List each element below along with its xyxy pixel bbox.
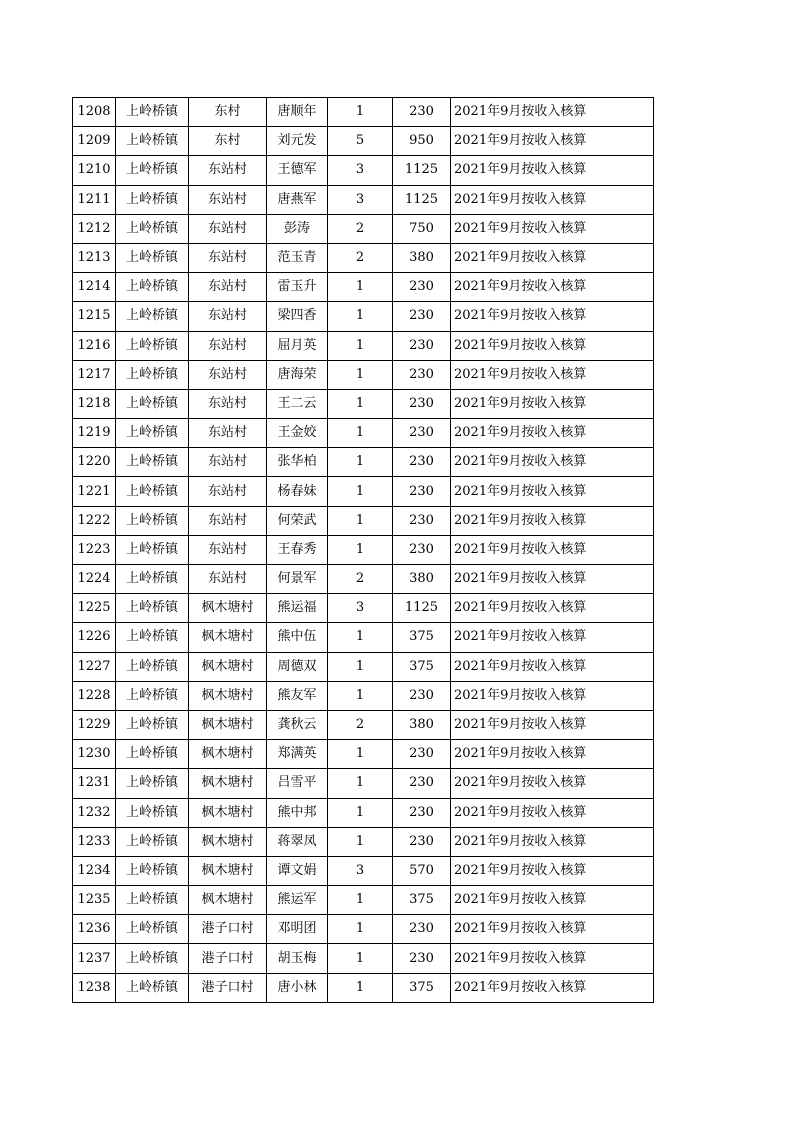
household-size-cell: 1 (328, 98, 393, 127)
amount-cell: 230 (393, 448, 451, 477)
amount-cell: 230 (393, 535, 451, 564)
household-size-cell: 1 (328, 886, 393, 915)
table-row (73, 769, 654, 798)
table-row (73, 886, 654, 915)
note-cell: 2021年9月按收入核算 (451, 477, 654, 506)
row-number-cell: 1231 (73, 769, 116, 798)
amount-cell: 375 (393, 886, 451, 915)
table-row (73, 331, 654, 360)
row-number-cell: 1208 (73, 98, 116, 127)
name-cell: 王金姣 (267, 419, 328, 448)
amount-cell: 1125 (393, 185, 451, 214)
note-cell: 2021年9月按收入核算 (451, 156, 654, 185)
town-cell: 上岭桥镇 (116, 302, 189, 331)
household-size-cell: 1 (328, 506, 393, 535)
note-cell: 2021年9月按收入核算 (451, 565, 654, 594)
town-cell: 上岭桥镇 (116, 535, 189, 564)
town-cell: 上岭桥镇 (116, 331, 189, 360)
row-number-cell: 1224 (73, 565, 116, 594)
row-number-cell: 1215 (73, 302, 116, 331)
table-row (73, 389, 654, 418)
village-cell: 东站村 (189, 331, 267, 360)
household-size-cell: 1 (328, 535, 393, 564)
note-cell: 2021年9月按收入核算 (451, 594, 654, 623)
household-size-cell: 1 (328, 915, 393, 944)
row-number-cell: 1221 (73, 477, 116, 506)
household-size-cell: 3 (328, 594, 393, 623)
name-cell: 郑满英 (267, 740, 328, 769)
household-size-cell: 5 (328, 127, 393, 156)
table-row (73, 302, 654, 331)
amount-cell: 375 (393, 623, 451, 652)
table-row (73, 360, 654, 389)
note-cell: 2021年9月按收入核算 (451, 448, 654, 477)
village-cell: 东站村 (189, 477, 267, 506)
table-row (73, 681, 654, 710)
amount-cell: 375 (393, 652, 451, 681)
name-cell: 龚秋云 (267, 710, 328, 739)
town-cell: 上岭桥镇 (116, 594, 189, 623)
amount-cell: 570 (393, 856, 451, 885)
town-cell: 上岭桥镇 (116, 565, 189, 594)
household-size-cell: 1 (328, 798, 393, 827)
amount-cell: 1125 (393, 594, 451, 623)
town-cell: 上岭桥镇 (116, 740, 189, 769)
amount-cell: 230 (393, 915, 451, 944)
amount-cell: 380 (393, 565, 451, 594)
village-cell: 东站村 (189, 565, 267, 594)
row-number-cell: 1223 (73, 535, 116, 564)
town-cell: 上岭桥镇 (116, 127, 189, 156)
amount-cell: 375 (393, 973, 451, 1002)
table-row (73, 652, 654, 681)
village-cell: 东站村 (189, 214, 267, 243)
household-size-cell: 1 (328, 769, 393, 798)
note-cell: 2021年9月按收入核算 (451, 389, 654, 418)
note-cell: 2021年9月按收入核算 (451, 273, 654, 302)
name-cell: 熊中伍 (267, 623, 328, 652)
town-cell: 上岭桥镇 (116, 915, 189, 944)
table-row (73, 798, 654, 827)
amount-cell: 1125 (393, 156, 451, 185)
name-cell: 邓明团 (267, 915, 328, 944)
row-number-cell: 1227 (73, 652, 116, 681)
amount-cell: 380 (393, 710, 451, 739)
row-number-cell: 1220 (73, 448, 116, 477)
village-cell: 枫木塘村 (189, 710, 267, 739)
row-number-cell: 1209 (73, 127, 116, 156)
household-size-cell: 3 (328, 856, 393, 885)
village-cell: 东站村 (189, 360, 267, 389)
town-cell: 上岭桥镇 (116, 185, 189, 214)
town-cell: 上岭桥镇 (116, 243, 189, 272)
table-row (73, 448, 654, 477)
note-cell: 2021年9月按收入核算 (451, 506, 654, 535)
village-cell: 东站村 (189, 419, 267, 448)
village-cell: 东站村 (189, 156, 267, 185)
village-cell: 枫木塘村 (189, 623, 267, 652)
village-cell: 东站村 (189, 506, 267, 535)
name-cell: 王德军 (267, 156, 328, 185)
name-cell: 蒋翠凤 (267, 827, 328, 856)
row-number-cell: 1217 (73, 360, 116, 389)
row-number-cell: 1232 (73, 798, 116, 827)
name-cell: 胡玉梅 (267, 944, 328, 973)
household-size-cell: 1 (328, 419, 393, 448)
household-size-cell: 1 (328, 331, 393, 360)
name-cell: 唐燕军 (267, 185, 328, 214)
household-size-cell: 1 (328, 944, 393, 973)
village-cell: 枫木塘村 (189, 594, 267, 623)
table-row (73, 565, 654, 594)
household-size-cell: 3 (328, 156, 393, 185)
row-number-cell: 1219 (73, 419, 116, 448)
table-row (73, 973, 654, 1002)
amount-cell: 230 (393, 477, 451, 506)
village-cell: 枫木塘村 (189, 769, 267, 798)
table-row (73, 185, 654, 214)
table-row (73, 710, 654, 739)
town-cell: 上岭桥镇 (116, 710, 189, 739)
note-cell: 2021年9月按收入核算 (451, 214, 654, 243)
table-row (73, 156, 654, 185)
amount-cell: 230 (393, 798, 451, 827)
town-cell: 上岭桥镇 (116, 944, 189, 973)
note-cell: 2021年9月按收入核算 (451, 915, 654, 944)
row-number-cell: 1233 (73, 827, 116, 856)
note-cell: 2021年9月按收入核算 (451, 302, 654, 331)
village-cell: 港子口村 (189, 973, 267, 1002)
table-row (73, 243, 654, 272)
town-cell: 上岭桥镇 (116, 681, 189, 710)
name-cell: 周德双 (267, 652, 328, 681)
row-number-cell: 1226 (73, 623, 116, 652)
town-cell: 上岭桥镇 (116, 798, 189, 827)
note-cell: 2021年9月按收入核算 (451, 769, 654, 798)
household-size-cell: 1 (328, 360, 393, 389)
name-cell: 刘元发 (267, 127, 328, 156)
town-cell: 上岭桥镇 (116, 448, 189, 477)
table-row (73, 827, 654, 856)
household-size-cell: 1 (328, 827, 393, 856)
village-cell: 东站村 (189, 185, 267, 214)
household-size-cell: 2 (328, 710, 393, 739)
village-cell: 枫木塘村 (189, 856, 267, 885)
village-cell: 东站村 (189, 273, 267, 302)
town-cell: 上岭桥镇 (116, 214, 189, 243)
note-cell: 2021年9月按收入核算 (451, 798, 654, 827)
row-number-cell: 1211 (73, 185, 116, 214)
table-row (73, 273, 654, 302)
note-cell: 2021年9月按收入核算 (451, 623, 654, 652)
amount-cell: 230 (393, 98, 451, 127)
village-cell: 枫木塘村 (189, 886, 267, 915)
amount-cell: 230 (393, 944, 451, 973)
village-cell: 东站村 (189, 535, 267, 564)
name-cell: 屈月英 (267, 331, 328, 360)
name-cell: 吕雪平 (267, 769, 328, 798)
household-size-cell: 1 (328, 623, 393, 652)
note-cell: 2021年9月按收入核算 (451, 652, 654, 681)
name-cell: 熊中邦 (267, 798, 328, 827)
amount-cell: 230 (393, 389, 451, 418)
household-size-cell: 1 (328, 389, 393, 418)
row-number-cell: 1236 (73, 915, 116, 944)
village-cell: 港子口村 (189, 944, 267, 973)
household-size-cell: 1 (328, 273, 393, 302)
name-cell: 谭文娟 (267, 856, 328, 885)
amount-cell: 230 (393, 419, 451, 448)
town-cell: 上岭桥镇 (116, 419, 189, 448)
household-size-cell: 1 (328, 448, 393, 477)
household-size-cell: 1 (328, 302, 393, 331)
row-number-cell: 1237 (73, 944, 116, 973)
amount-cell: 230 (393, 681, 451, 710)
table-row (73, 535, 654, 564)
note-cell: 2021年9月按收入核算 (451, 127, 654, 156)
household-size-cell: 2 (328, 214, 393, 243)
note-cell: 2021年9月按收入核算 (451, 681, 654, 710)
table-row (73, 127, 654, 156)
note-cell: 2021年9月按收入核算 (451, 973, 654, 1002)
row-number-cell: 1235 (73, 886, 116, 915)
amount-cell: 230 (393, 827, 451, 856)
row-number-cell: 1238 (73, 973, 116, 1002)
village-cell: 枫木塘村 (189, 827, 267, 856)
village-cell: 枫木塘村 (189, 681, 267, 710)
note-cell: 2021年9月按收入核算 (451, 419, 654, 448)
table-row (73, 214, 654, 243)
name-cell: 梁四香 (267, 302, 328, 331)
note-cell: 2021年9月按收入核算 (451, 886, 654, 915)
name-cell: 熊运军 (267, 886, 328, 915)
table-row (73, 506, 654, 535)
amount-cell: 230 (393, 769, 451, 798)
town-cell: 上岭桥镇 (116, 652, 189, 681)
name-cell: 唐小林 (267, 973, 328, 1002)
row-number-cell: 1234 (73, 856, 116, 885)
amount-cell: 230 (393, 506, 451, 535)
town-cell: 上岭桥镇 (116, 827, 189, 856)
row-number-cell: 1218 (73, 389, 116, 418)
town-cell: 上岭桥镇 (116, 769, 189, 798)
village-cell: 东站村 (189, 243, 267, 272)
town-cell: 上岭桥镇 (116, 506, 189, 535)
town-cell: 上岭桥镇 (116, 477, 189, 506)
table-row (73, 594, 654, 623)
row-number-cell: 1214 (73, 273, 116, 302)
town-cell: 上岭桥镇 (116, 623, 189, 652)
household-size-cell: 2 (328, 243, 393, 272)
row-number-cell: 1213 (73, 243, 116, 272)
table-row (73, 740, 654, 769)
table-row (73, 944, 654, 973)
note-cell: 2021年9月按收入核算 (451, 710, 654, 739)
name-cell: 何荣武 (267, 506, 328, 535)
table-body (73, 98, 654, 1003)
name-cell: 王春秀 (267, 535, 328, 564)
village-cell: 东站村 (189, 389, 267, 418)
town-cell: 上岭桥镇 (116, 273, 189, 302)
amount-cell: 230 (393, 331, 451, 360)
note-cell: 2021年9月按收入核算 (451, 856, 654, 885)
household-size-cell: 3 (328, 185, 393, 214)
name-cell: 唐海荣 (267, 360, 328, 389)
amount-cell: 230 (393, 740, 451, 769)
town-cell: 上岭桥镇 (116, 973, 189, 1002)
name-cell: 熊友军 (267, 681, 328, 710)
note-cell: 2021年9月按收入核算 (451, 185, 654, 214)
table-row (73, 915, 654, 944)
village-cell: 东村 (189, 98, 267, 127)
row-number-cell: 1216 (73, 331, 116, 360)
name-cell: 熊运福 (267, 594, 328, 623)
town-cell: 上岭桥镇 (116, 360, 189, 389)
village-cell: 枫木塘村 (189, 798, 267, 827)
name-cell: 何景军 (267, 565, 328, 594)
row-number-cell: 1229 (73, 710, 116, 739)
table-row (73, 623, 654, 652)
name-cell: 范玉青 (267, 243, 328, 272)
note-cell: 2021年9月按收入核算 (451, 535, 654, 564)
row-number-cell: 1228 (73, 681, 116, 710)
data-table (72, 97, 654, 1003)
household-size-cell: 1 (328, 740, 393, 769)
name-cell: 王二云 (267, 389, 328, 418)
household-size-cell: 1 (328, 973, 393, 1002)
table-row (73, 477, 654, 506)
name-cell: 杨春妹 (267, 477, 328, 506)
table-row (73, 419, 654, 448)
row-number-cell: 1222 (73, 506, 116, 535)
row-number-cell: 1210 (73, 156, 116, 185)
amount-cell: 380 (393, 243, 451, 272)
note-cell: 2021年9月按收入核算 (451, 98, 654, 127)
amount-cell: 750 (393, 214, 451, 243)
village-cell: 东站村 (189, 302, 267, 331)
note-cell: 2021年9月按收入核算 (451, 944, 654, 973)
row-number-cell: 1225 (73, 594, 116, 623)
town-cell: 上岭桥镇 (116, 856, 189, 885)
household-size-cell: 1 (328, 652, 393, 681)
amount-cell: 950 (393, 127, 451, 156)
town-cell: 上岭桥镇 (116, 389, 189, 418)
village-cell: 东站村 (189, 448, 267, 477)
row-number-cell: 1230 (73, 740, 116, 769)
household-size-cell: 1 (328, 681, 393, 710)
amount-cell: 230 (393, 302, 451, 331)
name-cell: 唐顺年 (267, 98, 328, 127)
town-cell: 上岭桥镇 (116, 156, 189, 185)
village-cell: 东村 (189, 127, 267, 156)
note-cell: 2021年9月按收入核算 (451, 243, 654, 272)
note-cell: 2021年9月按收入核算 (451, 331, 654, 360)
village-cell: 港子口村 (189, 915, 267, 944)
amount-cell: 230 (393, 273, 451, 302)
town-cell: 上岭桥镇 (116, 98, 189, 127)
name-cell: 张华柏 (267, 448, 328, 477)
village-cell: 枫木塘村 (189, 652, 267, 681)
note-cell: 2021年9月按收入核算 (451, 740, 654, 769)
village-cell: 枫木塘村 (189, 740, 267, 769)
name-cell: 雷玉升 (267, 273, 328, 302)
row-number-cell: 1212 (73, 214, 116, 243)
table-row (73, 856, 654, 885)
amount-cell: 230 (393, 360, 451, 389)
note-cell: 2021年9月按收入核算 (451, 827, 654, 856)
note-cell: 2021年9月按收入核算 (451, 360, 654, 389)
name-cell: 彭涛 (267, 214, 328, 243)
household-size-cell: 2 (328, 565, 393, 594)
household-size-cell: 1 (328, 477, 393, 506)
town-cell: 上岭桥镇 (116, 886, 189, 915)
table-row (73, 98, 654, 127)
